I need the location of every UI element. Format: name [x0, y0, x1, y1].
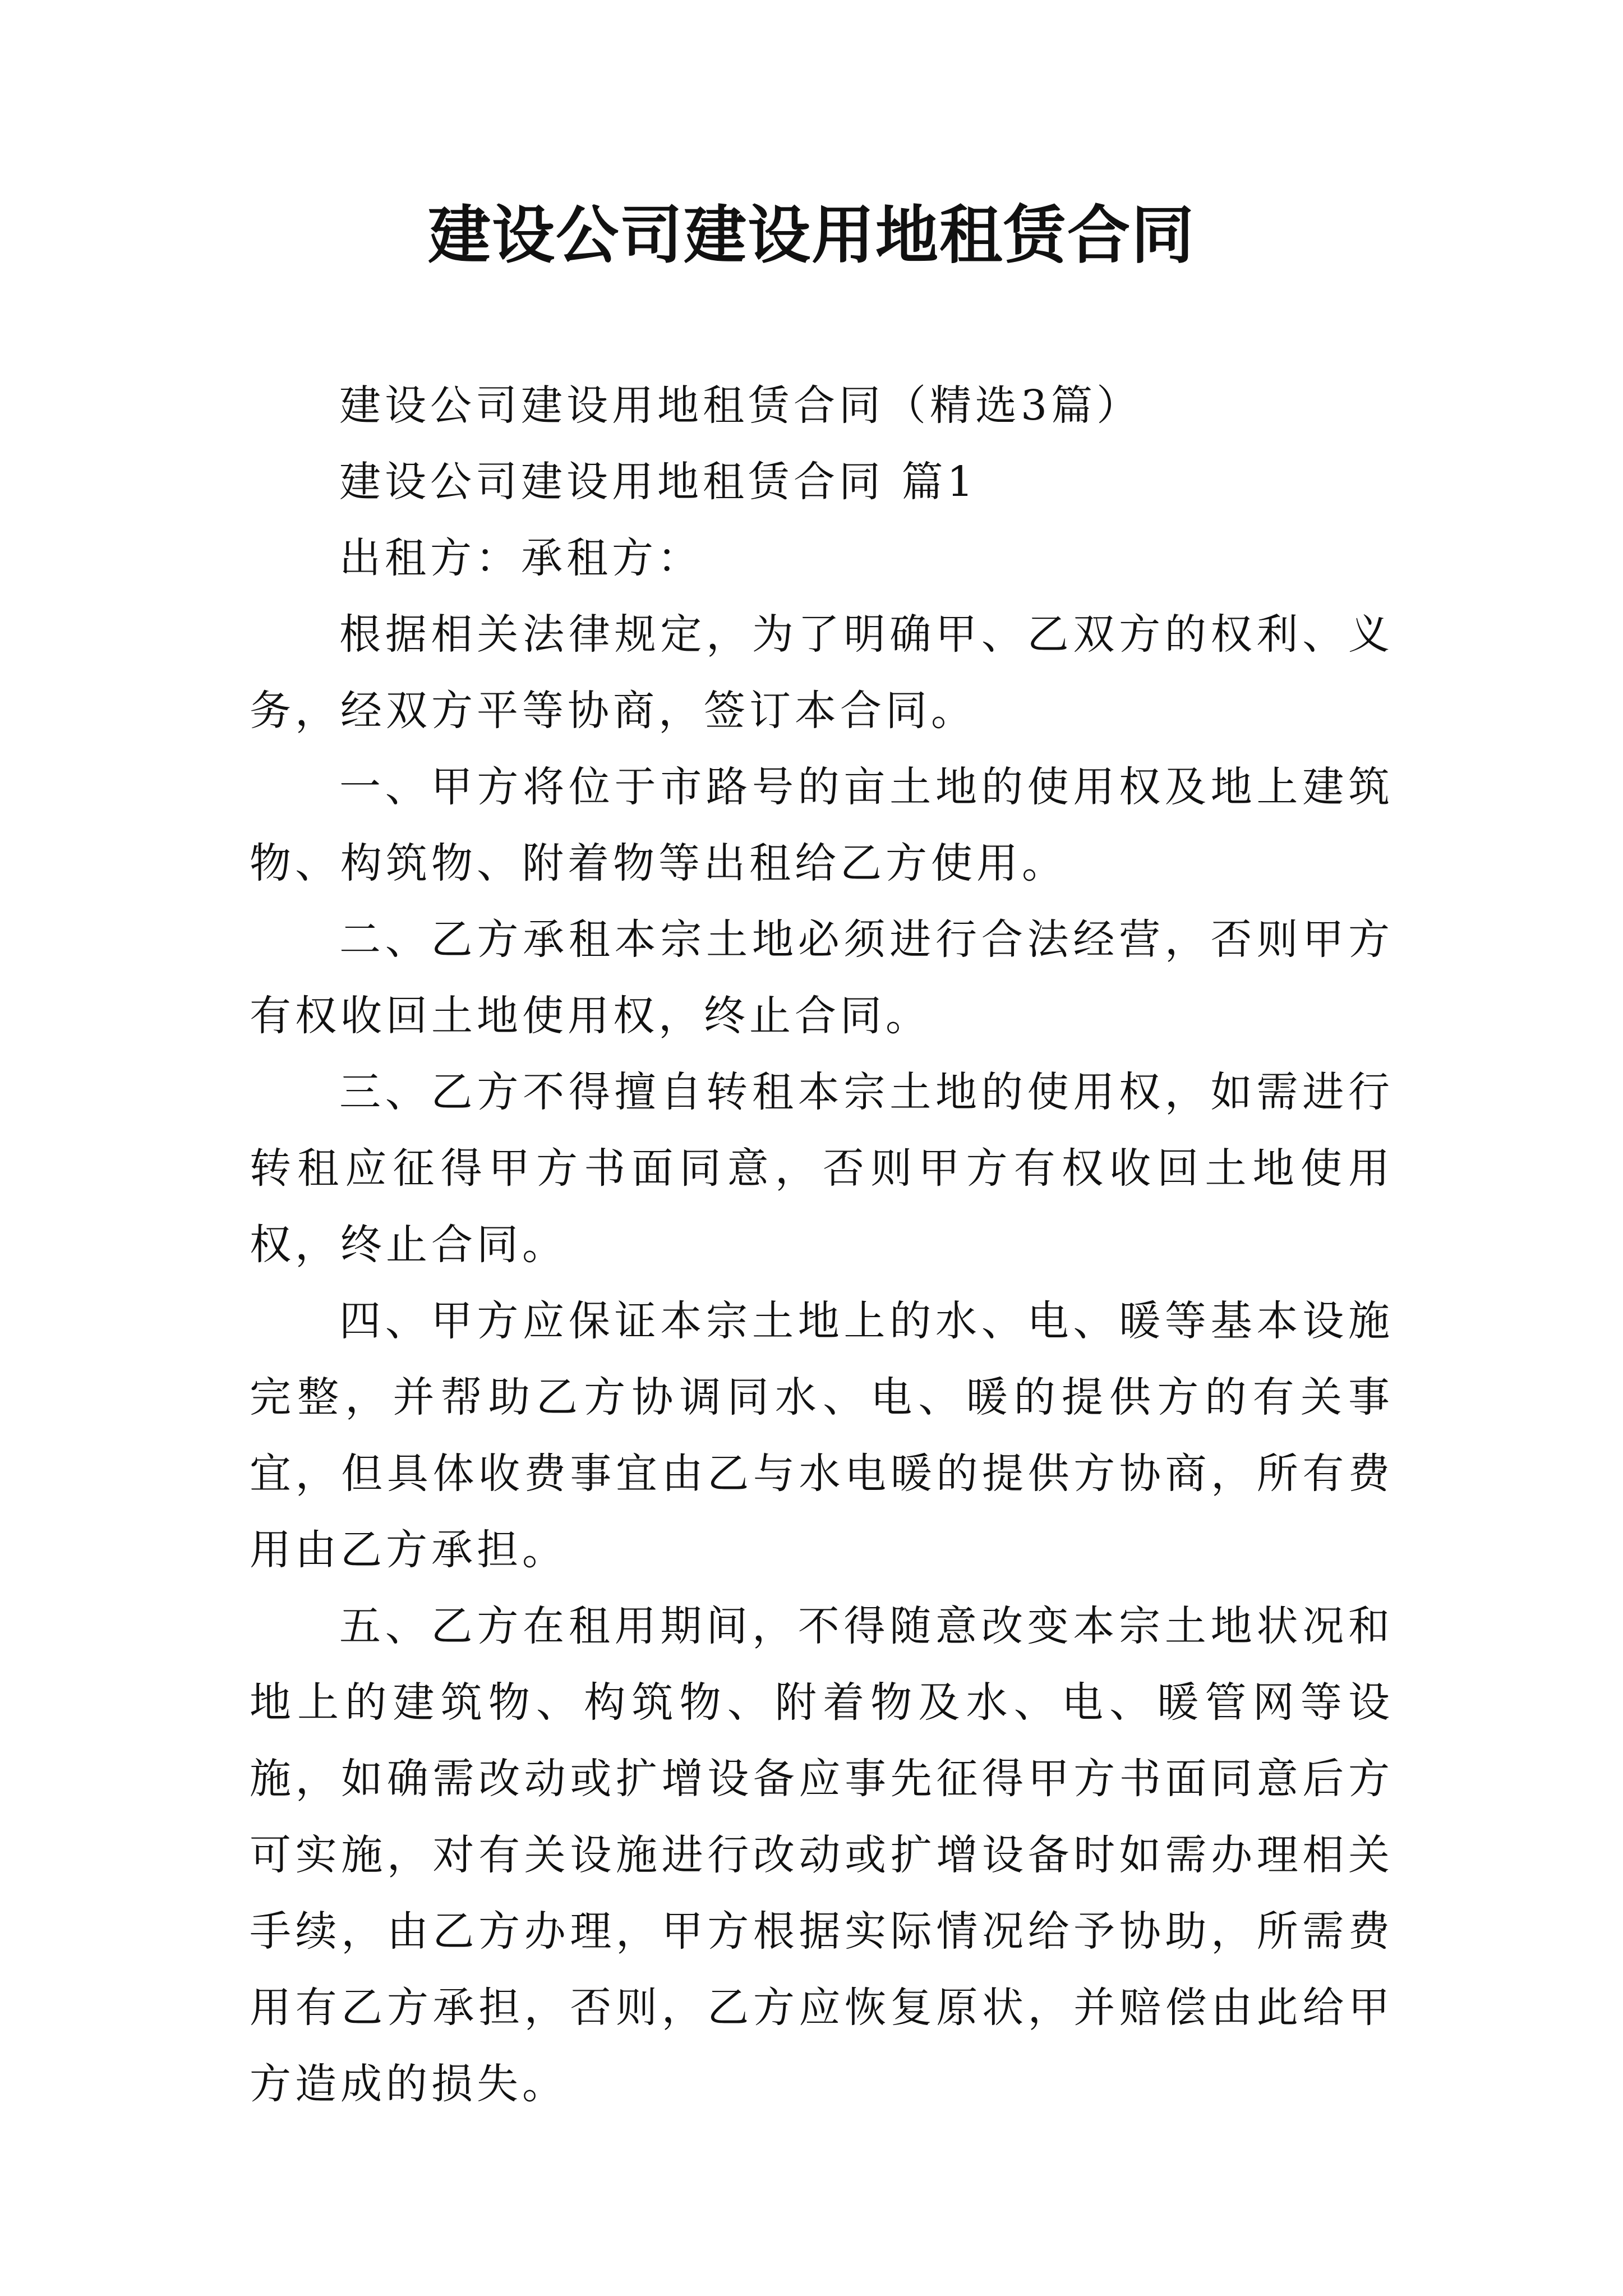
- paragraph-subtitle: 建设公司建设用地租赁合同（精选3篇）: [339, 381, 1142, 430]
- paragraph-clause-4: 四、甲方应保证本宗土地上的水、电、暖等基本设施完整，并帮助乙方协调同水、电、暖的提供方的有关事宜，但具体收费事宜由乙与水电暖的提供方协商，所有费用由乙方承担。: [250, 1297, 1394, 1574]
- paragraph-clause-3: 三、乙方不得擅自转租本宗土地的使用权，如需进行转租应征得甲方书面同意，否则甲方有权收回土地使用权，终止合同。: [250, 1068, 1394, 1269]
- paragraph-clause-5: 五、乙方在租用期间，不得随意改变本宗土地状况和地上的建筑物、构筑物、附着物及水、电、暖管网等设施，如确需改动或扩增设备应事先征得甲方书面同意后方可实施，对有关设施进行改动或扩增设备时如需办理相关手续，由乙方办理，甲方根据实际情况给予协助，所需费用有乙方承担，否则，乙方应恢复原状，并赔偿由此给甲方造成的损失。: [250, 1602, 1394, 2108]
- document-title: 建设公司建设用地租赁合同: [428, 199, 1195, 272]
- document-body: [250, 367, 1394, 2122]
- paragraph-parties: 出租方：承租方：: [339, 534, 703, 582]
- paragraph-preamble: 根据相关法律规定，为了明确甲、乙双方的权利、义务，经双方平等协商，签订本合同。: [250, 610, 1394, 735]
- paragraph-clause-2: 二、乙方承租本宗土地必须进行合法经营，否则甲方有权收回土地使用权，终止合同。: [250, 915, 1394, 1040]
- paragraph-section-heading: 建设公司建设用地租赁合同 篇1: [339, 458, 978, 506]
- paragraph-clause-1: 一、甲方将位于市路号的亩土地的使用权及地上建筑物、构筑物、附着物等出租给乙方使用。: [250, 763, 1394, 887]
